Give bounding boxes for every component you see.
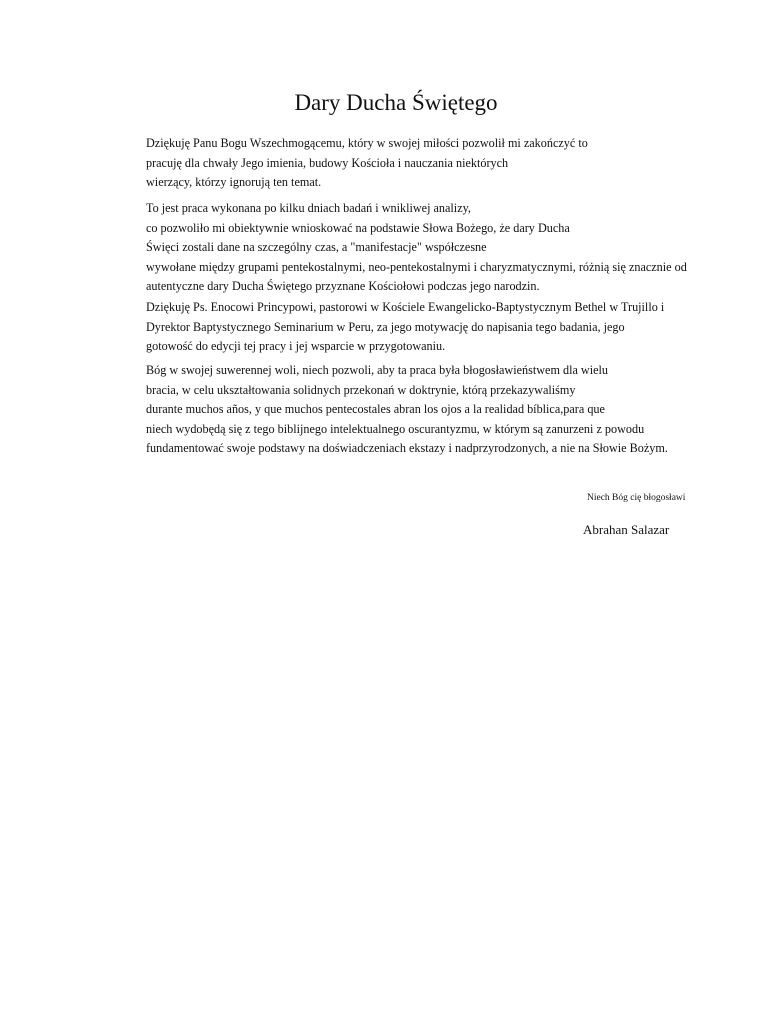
paragraph-line: Bóg w swojej suwerennej woli, niech pozwoli, aby ta praca była błogosławieństwem dla wielu: [146, 363, 608, 377]
author-signature: Abrahan Salazar: [583, 522, 670, 537]
paragraph-line: niech wydobędą się z tego biblijnego intelektualnego oscurantyzmu, w którym są zanurzeni z powodu: [146, 421, 645, 436]
paragraph-line: Święci zostali dane na szczególny czas, a "manifestacje" współczesne: [146, 240, 487, 255]
paragraph-line: pracuję dla chwały Jego imienia, budowy Kościoła i nauczania niektórych: [146, 155, 509, 170]
blessing-text: Niech Bóg cię błogosławi: [587, 493, 686, 503]
paragraph-acknowledgement-pastor: [146, 298, 736, 357]
paragraph-closing-prayer: [146, 361, 736, 459]
paragraph-line: gotowość do edycji tej pracy i jej wsparcie w przygotowaniu.: [146, 339, 446, 354]
paragraph-line: autentyczne dary Ducha Świętego przyznane Kościołowi podczas jego narodzin.: [146, 279, 540, 294]
paragraph-line: Dziękuję Ps. Enocowi Princypowi, pastorowi w Kościele Ewangelicko-Baptystycznym Bethel w Trujillo i: [146, 300, 665, 314]
paragraph-acknowledgement-god: [146, 134, 736, 193]
paragraph-line: Dyrektor Baptystycznego Seminarium w Peru, za jego motywację do napisania tego badania, jego: [146, 319, 625, 334]
paragraph-line: bracia, w celu ukształtowania solidnych przekonań w doktrynie, którą przekazywaliśmy: [146, 382, 576, 397]
paragraph-line: fundamentować swoje podstawy na doświadczeniach ekstazy i nadprzyrodzonych, a nie na Słowie Bożym.: [146, 441, 668, 456]
paragraph-line: To jest praca wykonana po kilku dniach badań i wnikliwej analizy,: [146, 201, 471, 215]
document-title: Dary Ducha Świętego: [294, 90, 498, 115]
paragraph-research-summary: [146, 199, 736, 297]
paragraph-line: durante muchos años, y que muchos pentecostales abran los ojos a la realidad bíblica,para que: [146, 402, 605, 417]
paragraph-line: Dziękuję Panu Bogu Wszechmogącemu, który w swojej miłości pozwolił mi zakończyć to: [146, 136, 588, 150]
paragraph-line: wierzący, którzy ignorują ten temat.: [146, 175, 322, 190]
paragraph-line: co pozwoliło mi obiektywnie wnioskować na podstawie Słowa Bożego, że dary Ducha: [146, 220, 570, 235]
paragraph-line: wywołane między grupami pentekostalnymi, neo-pentekostalnymi i charyzmatycznymi, różnią się znacznie od: [146, 259, 687, 274]
